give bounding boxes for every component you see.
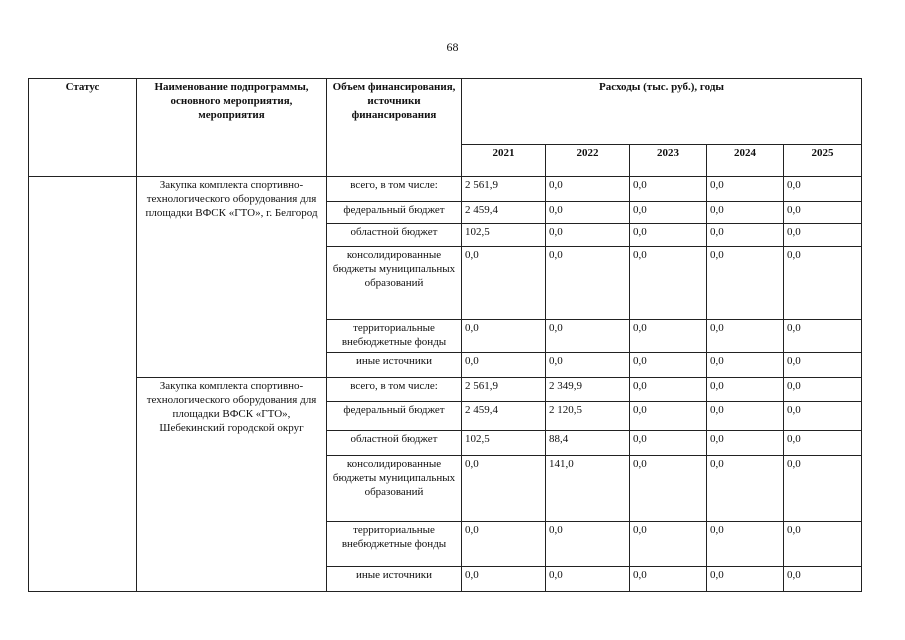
funding-source: областной бюджет — [327, 431, 462, 456]
value-cell: 0,0 — [707, 353, 784, 378]
value-cell: 2 349,9 — [546, 377, 630, 402]
value-cell: 88,4 — [546, 431, 630, 456]
funding-source: иные источники — [327, 353, 462, 378]
value-cell: 0,0 — [784, 177, 862, 202]
value-cell: 0,0 — [707, 402, 784, 431]
value-cell: 0,0 — [546, 353, 630, 378]
funding-source: консолидированные бюджеты муниципальных образований — [327, 455, 462, 521]
value-cell: 0,0 — [707, 177, 784, 202]
header-year: 2023 — [630, 145, 707, 177]
value-cell: 0,0 — [707, 377, 784, 402]
header-year: 2024 — [707, 145, 784, 177]
value-cell: 0,0 — [630, 201, 707, 224]
funding-source: областной бюджет — [327, 224, 462, 247]
value-cell: 0,0 — [630, 402, 707, 431]
value-cell: 0,0 — [707, 431, 784, 456]
funding-source: территориальные внебюджетные фонды — [327, 521, 462, 566]
value-cell: 0,0 — [462, 246, 546, 319]
value-cell: 0,0 — [707, 320, 784, 353]
value-cell: 0,0 — [630, 246, 707, 319]
funding-source: территориальные внебюджетные фонды — [327, 320, 462, 353]
value-cell: 0,0 — [462, 353, 546, 378]
value-cell: 0,0 — [784, 246, 862, 319]
value-cell: 0,0 — [784, 455, 862, 521]
financing-table — [28, 78, 862, 592]
header-year: 2022 — [546, 145, 630, 177]
value-cell: 2 459,4 — [462, 201, 546, 224]
value-cell: 0,0 — [546, 521, 630, 566]
value-cell: 0,0 — [630, 177, 707, 202]
value-cell: 0,0 — [784, 201, 862, 224]
value-cell: 2 561,9 — [462, 377, 546, 402]
value-cell: 0,0 — [546, 224, 630, 247]
value-cell: 0,0 — [630, 567, 707, 592]
value-cell: 0,0 — [462, 567, 546, 592]
value-cell: 0,0 — [630, 455, 707, 521]
value-cell: 2 561,9 — [462, 177, 546, 202]
value-cell: 0,0 — [784, 224, 862, 247]
value-cell: 2 120,5 — [546, 402, 630, 431]
value-cell: 0,0 — [707, 201, 784, 224]
value-cell: 0,0 — [630, 431, 707, 456]
funding-source: иные источники — [327, 567, 462, 592]
value-cell: 141,0 — [546, 455, 630, 521]
value-cell: 0,0 — [707, 246, 784, 319]
value-cell: 0,0 — [784, 521, 862, 566]
value-cell: 0,0 — [630, 224, 707, 247]
value-cell: 0,0 — [546, 567, 630, 592]
header-expenses: Расходы (тыс. руб.), годы — [462, 79, 862, 145]
value-cell: 0,0 — [546, 201, 630, 224]
value-cell: 0,0 — [462, 320, 546, 353]
value-cell: 102,5 — [462, 431, 546, 456]
value-cell: 0,0 — [707, 567, 784, 592]
value-cell: 2 459,4 — [462, 402, 546, 431]
value-cell: 0,0 — [784, 353, 862, 378]
page-number: 68 — [446, 40, 459, 54]
value-cell: 0,0 — [630, 377, 707, 402]
table-row — [29, 177, 862, 202]
value-cell: 0,0 — [784, 431, 862, 456]
value-cell: 0,0 — [546, 246, 630, 319]
funding-source: всего, в том числе: — [327, 177, 462, 202]
measure-name: Закупка комплекта спортивно-технологического оборудования для площадки ВФСК «ГТО», Шебекинский городской округ — [137, 377, 327, 591]
header-year: 2021 — [462, 145, 546, 177]
value-cell: 0,0 — [784, 377, 862, 402]
value-cell: 102,5 — [462, 224, 546, 247]
value-cell: 0,0 — [630, 320, 707, 353]
status-cell — [29, 177, 137, 592]
value-cell: 0,0 — [707, 521, 784, 566]
value-cell: 0,0 — [784, 567, 862, 592]
funding-source: федеральный бюджет — [327, 402, 462, 431]
header-funding: Объем финансирования, источники финансирования — [327, 79, 462, 177]
value-cell: 0,0 — [462, 521, 546, 566]
value-cell: 0,0 — [546, 320, 630, 353]
funding-source: федеральный бюджет — [327, 201, 462, 224]
value-cell: 0,0 — [707, 455, 784, 521]
funding-source: всего, в том числе: — [327, 377, 462, 402]
funding-source: консолидированные бюджеты муниципальных образований — [327, 246, 462, 319]
value-cell: 0,0 — [707, 224, 784, 247]
value-cell: 0,0 — [462, 455, 546, 521]
table-row — [29, 377, 862, 402]
value-cell: 0,0 — [784, 320, 862, 353]
measure-name: Закупка комплекта спортивно-технологического оборудования для площадки ВФСК «ГТО», г. Белгород — [137, 177, 327, 378]
header-year: 2025 — [784, 145, 862, 177]
value-cell: 0,0 — [630, 353, 707, 378]
value-cell: 0,0 — [784, 402, 862, 431]
header-status: Статус — [29, 79, 137, 177]
header-name: Наименование подпрограммы, основного мероприятия, мероприятия — [137, 79, 327, 177]
value-cell: 0,0 — [546, 177, 630, 202]
value-cell: 0,0 — [630, 521, 707, 566]
